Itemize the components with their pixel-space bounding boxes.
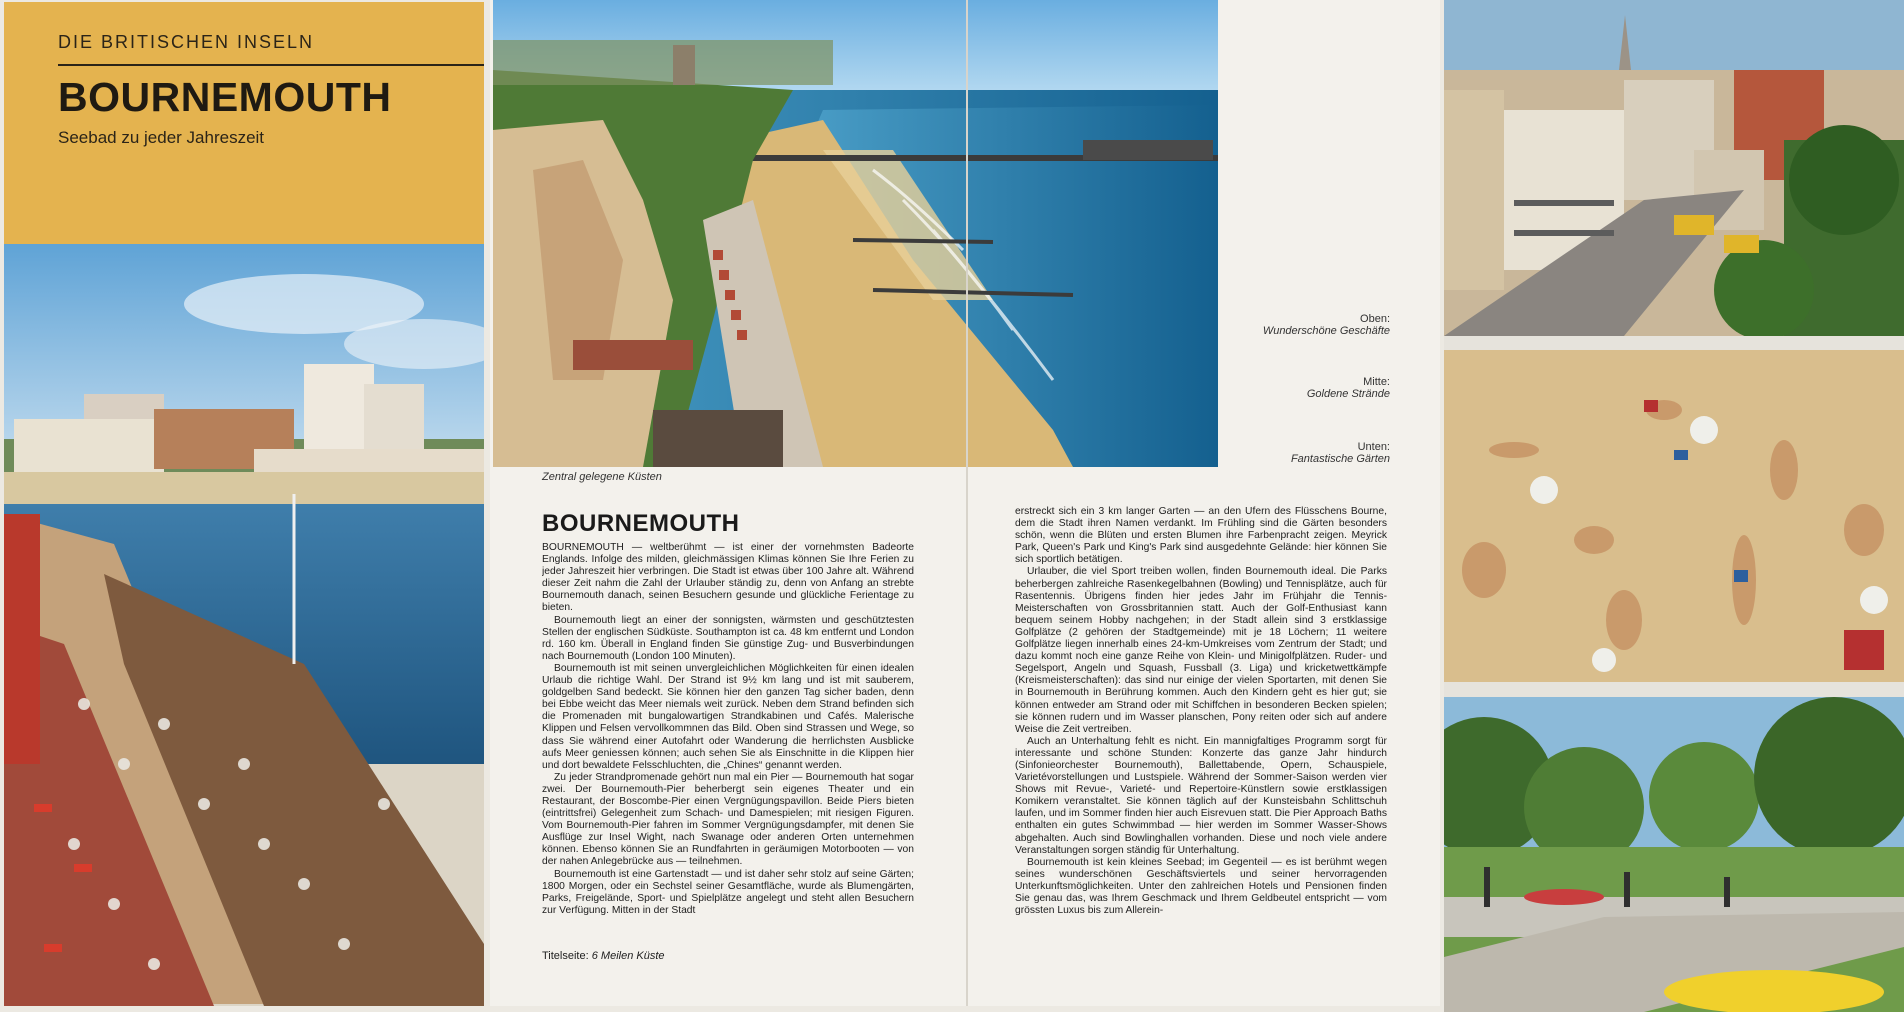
sunbathers-beach-photo — [1444, 350, 1904, 682]
gardens-photo — [1444, 697, 1904, 1012]
cover-photo-credit — [542, 950, 665, 962]
cover-kicker: DIE BRITISCHEN INSELN — [58, 32, 315, 52]
caption-top — [1263, 313, 1390, 337]
article-paragraph: Bournemouth ist mit seinen unvergleichlichen Möglichkeiten für einen idealen Urlaub die richtige Wahl. Der Strand ist 9½ km lang und ist mit sauberem, goldgelben Sand bedeckt. Sie können hier den ganzen Tag sicher baden, denn bei Ebbe weicht das Meer niemals weit zurück. Neben dem Strand befinden sich die Promenaden mit bungalowartigen Strandkabinen und Cafés. Malerische Klippen und Felsen vervollkommnen das Bild. Oben sind Strassen und Wege, so dass Sie während einer Autofahrt oder Wanderung die herrlichsten Ausblicke aufs Meer geniessen können; auch sehen Sie als Einschnitte in die Klippen hier und dort bewaldete Felsschluchten, die „Chines“ genannt werden. — [542, 662, 914, 771]
article-paragraph: Bournemouth liegt an einer der sonnigsten, wärmsten und geschütztesten Stellen der englischen Südküste. Southampton ist ca. 48 km entfernt und London rd. 160 km. Überall in England finden Sie günstige Zug- und Busverbindungen nach Bournemouth (London 100 Minuten). — [542, 614, 914, 662]
caption-top-text: Wunderschöne Geschäfte — [1262, 325, 1390, 337]
caption-bottom — [1291, 441, 1390, 465]
article-heading: BOURNEMOUTH — [542, 510, 740, 537]
article-paragraph: Zu jeder Strandpromenade gehört nun mal ein Pier — Bournemouth hat sogar zwei. Der Bournemouth-Pier beherbergt sein eigenes Theater und ein Restaurant, der Boscombe-Pier einen Vergnügungspavillon. Beide Piers bieten (eintrittsfrei) Gelegenheit zum Schach- und Damespielen; mit riesigen Figuren. Vom Bournemouth-Pier fahren im Sommer Vergnügungsdampfer, mit denen Sie Ausflüge zur Insel Wight, nach Swanage oder anderen Orten unternehmen können. Ebenso können Sie an Rundfahrten in geräumigen Motorbooten — von der nahen Anlegebrücke aus — teilnehmen. — [542, 771, 914, 868]
article-column-right — [1015, 506, 1387, 930]
article-paragraph: Bournemouth ist kein kleines Seebad; im Gegenteil — es ist berühmt wegen seines wunderschönen Geschäftsviertels und seiner hervorragenden Unterkunftsmöglichkeiten. Unter den zahlreichen Hotels und Pensionen finden Sie genau das, was Ihrem Geschmack und Ihrem Geldbeutel entspricht — vom grössten Luxus bis zum Allerein- — [1015, 856, 1387, 917]
caption-top-position: Oben: — [1360, 313, 1390, 325]
caption-middle-text: Goldene Strände — [1306, 388, 1390, 400]
article-paragraph: Urlauber, die viel Sport treiben wollen, finden Bournemouth ideal. Die Parks beherbergen zahlreiche Rasenkegelbahnen (Bowling) und Tennisplätze, auch für Rasentennis. Übrigens finden hier jedes Jahr im Frühjahr die Tennis-Meisterschaften von Grossbritannien statt. Auch der Golf-Enthusiast kann bequem seinem Hobby nachgehen; in der Stadt allein sind 3 erstklassige Golfplätze (2 gehören der Stadtgemeinde) mit je 18 Löchern; 11 weitere Golfplätze liegen innerhalb eines 24-km-Umkreises vom Zentrum der Stadt; und dazu kommt noch eine ganze Reihe von Klein- und Minigolfplätzen. Ruder- und Segelsport, Angeln und Squash, Fussball (3. Liga) und kricketwettkämpfe (Kreismeisterschaften): das sind nur einige der vielen Sportarten, mit denen Sie in Bournemouth in Berührung kommen. Auch den Kindern geht es hier gut; sie können entweder am Strand oder mit Schiffchen in besonderen Becken spielen; sie können rudern und im Wasser planschen, Pony reiten oder sich auf andere Weise die Zeit vertreiben. — [1015, 566, 1387, 735]
cover-divider — [58, 64, 484, 66]
caption-bottom-position: Unten: — [1357, 441, 1390, 453]
photo-panel — [1444, 0, 1904, 1012]
brochure-spread — [490, 0, 1440, 1006]
cover-title: BOURNEMOUTH — [58, 74, 392, 120]
fold-line — [966, 0, 968, 1006]
cover-caption-text: 6 Meilen Küste — [591, 950, 665, 962]
caption-middle-position: Mitte: — [1363, 376, 1390, 388]
beach-photo-caption: Zentral gelegene Küsten — [542, 471, 662, 483]
article-paragraph: Bournemouth ist eine Gartenstadt — und ist daher sehr stolz auf seine Gärten; 1800 Morgen, oder ein Sechstel seiner Gesamtfläche, wurde als Blumengärten, Parks, Freigelände, Sport- und Spielplätze angelegt und steht allen Besuchern zur Verfügung. Mitten in der Stadt — [542, 868, 914, 916]
cover-pier-photo — [4, 244, 484, 1006]
article-paragraph: erstreckt sich ein 3 km langer Garten — an den Ufern des Flüsschens Bourne, dem die Stadt ihren Namen verdankt. Im Frühling sind die Gärten besonders schön, wenn die Blüten und ersten Blumen ihre Farbenpracht zeigen. Meyrick Park, Queen's Park und King's Park sind ausgedehnte Gelände: hier können Sie sich sportlich betätigen. — [1015, 506, 1387, 566]
beach-cliffs-photo — [493, 0, 1218, 467]
article-paragraph: BOURNEMOUTH — weltberühmt — ist einer der vornehmsten Badeorte Englands. Infolge des milden, gleichmässigen Klimas können Sie Ihre Ferien zu jeder Jahreszeit hier verbringen. Die Stadt ist etwas über 100 Jahre alt. Während dieser Zeit nahm die Zahl der Urlauber ständig zu, denn von Anfang an strebte Bournemouth danach, seinen Besuchern gesunde und glückliche Ferientage zu bieten. — [542, 542, 914, 614]
cover-subtitle: Seebad zu jeder Jahreszeit — [58, 128, 265, 147]
caption-bottom-text: Fantastische Gärten — [1290, 453, 1390, 465]
town-shops-photo — [1444, 0, 1904, 336]
cover-caption-label: Titelseite: — [542, 950, 589, 962]
cover-panel — [4, 2, 484, 1006]
caption-middle — [1307, 376, 1390, 400]
cover-header — [4, 2, 484, 244]
article-column-left — [542, 542, 914, 922]
article-paragraph: Auch an Unterhaltung fehlt es nicht. Ein mannigfaltiges Programm sorgt für interessante und schöne Stunden: Konzerte das ganze Jahr hindurch (Sinfonieorchester Bournemouth), Ballettabende, Opern, Schauspiele, Varietévorstellungen und Lustspiele. Während der Sommer-Saison werden vier Shows mit Revue-, Varieté- und Repertoire-Künstlern sowie erstklassigen Komikern veranstaltet. Sie können täglich auf der Kunsteisbahn Schlittschuh laufen, und im Sommer finden hier auch Eisrevuen statt. Die Pier Approach Baths enthalten ein gutes Schwimmbad — hier werden im Sommer Wasser-Shows abgehalten. Auch sind Bowlinghallen vorhanden. Diese und noch viele andere Veranstaltungen sorgen ständig für Unterhaltung. — [1015, 735, 1387, 856]
